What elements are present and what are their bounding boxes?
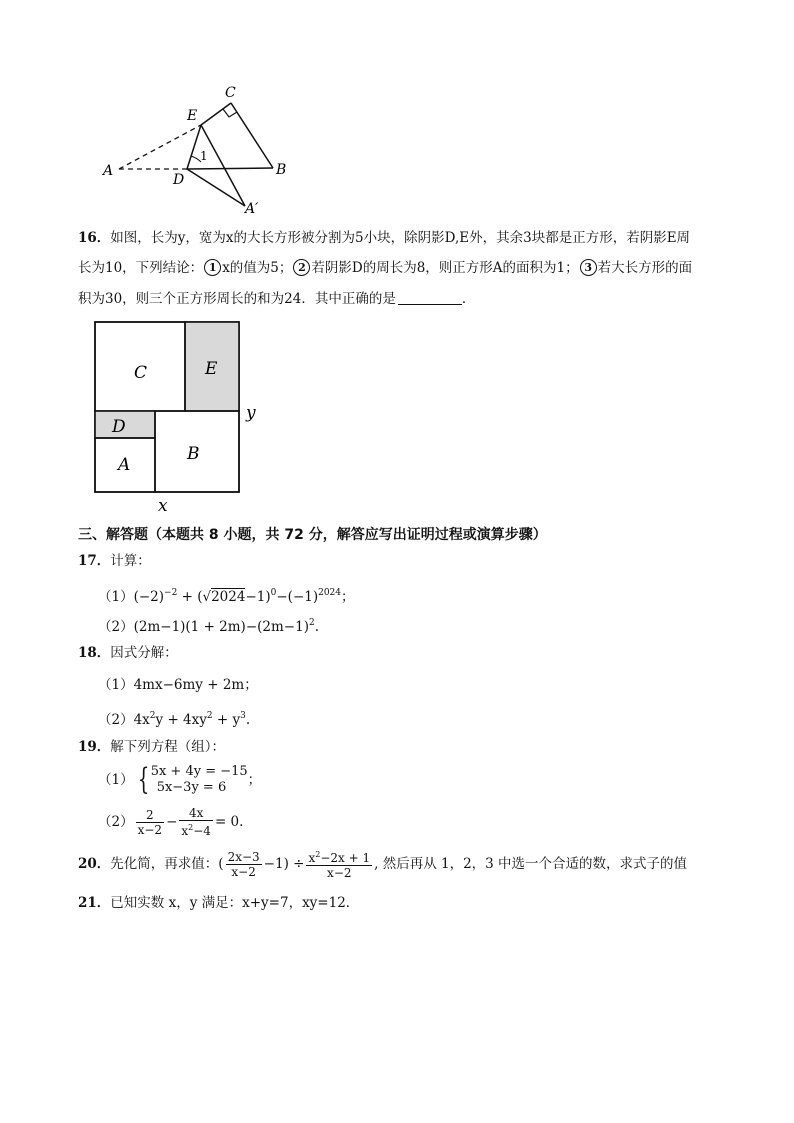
q18-p2-term-c: + y [212,712,241,728]
label-d: D [173,172,185,188]
q17-p1-exp-e: 2024 [318,588,342,598]
q18-p2-end: . [245,712,251,728]
q20-post: , 然后再从 1，2，3 中选一个合适的数，求式子的值 [374,856,688,872]
q19-number: 19． [78,739,111,755]
fraction-2-den-exp: 2 [188,823,194,832]
label-a-prime: A′ [245,201,259,217]
label-c: C [134,363,148,383]
q19-part-1 [98,764,261,796]
q16-line3 [78,289,475,309]
q18-title: 因式分解： [110,645,178,661]
q17-number: 17． [78,553,111,569]
q17-p2-expr: (2m−1)(1 + 2m)−(2m−1) [133,619,309,635]
q17-p1-end: ； [341,589,355,605]
q21-number: 21． [78,895,111,911]
q21-text: 已知实数 x，y 满足：x+y=7，xy=12． [110,895,360,911]
q19-p2-label: （2） [98,814,134,830]
q16-line2-pre: 长为10，下列结论： [78,260,204,276]
line-ea-prime [201,125,245,206]
line-db [187,168,273,169]
left-brace-icon: { [137,762,149,797]
q17-p1-radicand: 2024 [211,589,246,605]
q16-conclusion-2: 若阴影D的周长为8，则正方形A的面积为1； [311,260,579,276]
label-a: A [118,455,131,475]
q20-f2-num-exp: 2 [315,850,321,859]
q20-fraction-1-numerator: 2x−3 [227,849,260,864]
fraction-2-den-a: x [181,824,189,838]
q16-conclusion-1: x的值为5； [222,260,293,276]
q20-f2-num-a: x [308,851,316,865]
q16-text-line1: 如图，长为y，宽为x的大长方形被分割为5小块，除阴影D,E外，其余3块都是正方形，若阴影E周 [110,230,691,246]
q18-p2-label: （2） [98,712,134,728]
q20-fraction-2-numerator [306,848,372,866]
q17-part-1 [98,583,355,607]
q17-p1-term-e: −(−1) [276,589,319,605]
sqrt-icon: √ [202,589,212,605]
label-c: C [225,85,236,101]
q18-number: 18． [78,645,111,661]
q20-line [78,848,687,880]
q17-p1-term-d: −1) [245,589,271,605]
q20-number: 20． [78,856,111,872]
q18-part-2 [98,706,250,730]
q18-p2-exp-a: 2 [149,711,156,721]
section-3-heading: 三、解答题（本题共 8 小题，共 72 分，解答应写出证明过程或演算步骤） [78,527,547,543]
fraction-2-den-b: −4 [193,824,211,838]
q17-p1-label: （1） [98,589,134,605]
label-y: y [246,403,256,423]
q17-p1-exp-d: 0 [270,588,277,598]
q18-p2-exp-b: 2 [206,711,213,721]
minus-sign: − [166,814,178,830]
q17-p2-end: . [314,619,319,635]
rectangle-partition-figure [88,315,278,515]
q17-title: 计算： [110,553,151,569]
circle-3-icon: 3 [580,259,597,276]
q18-heading [78,643,178,663]
fraction-1 [136,808,164,837]
q19-p1-end: ； [247,772,262,788]
label-angle-1: 1 [200,149,208,163]
q18-p2-term-b: y + 4xy [155,712,207,728]
q19-p2-end: = 0. [214,814,244,830]
q20-f2-num-b: −2x + 1 [320,851,371,865]
q17-p1-term-a: (−2) [133,589,165,605]
q16-line1 [78,228,690,248]
fraction-2 [179,806,213,838]
q17-heading [78,551,151,571]
equation-2: 5x−3y = 6 [156,780,227,795]
q19-heading [78,737,225,757]
q17-p1-term-b: + ( [177,589,203,605]
triangle-fold-figure [95,78,305,223]
label-e: E [187,108,198,124]
q16-conclusion-3-start: 若大长方形的面 [597,260,693,276]
fraction-1-denominator: x−2 [137,822,163,837]
label-e: E [205,359,218,379]
q20-fraction-1-denominator: x−2 [231,864,256,879]
q16-number: 16． [78,230,111,246]
q17-p2-label: （2） [98,619,134,635]
circle-2-icon: 2 [293,259,310,276]
line-da-prime [187,169,245,206]
q16-text-line3: 积为30，则三个正方形周长的和为24．其中正确的是 [78,291,396,307]
q20-fraction-1 [226,850,262,879]
q19-title: 解下列方程（组）： [110,739,226,755]
label-d: D [112,417,126,437]
q19-part-2 [98,806,243,838]
q18-p1-label: （1） [98,677,134,693]
label-b: B [187,444,200,464]
q17-p2-exp: 2 [308,618,315,628]
q20-pre: 先化简，再求值：( [110,856,224,872]
q20-mid: −1) ÷ [263,856,305,872]
q18-p1-expr: 4mx−6my + 2m； [133,677,258,693]
q21-line [78,893,359,913]
q16-end-punct: ． [461,291,476,307]
line-cb [231,103,273,168]
answer-blank[interactable] [398,290,462,305]
q19-p1-label: （1） [98,772,134,788]
q20-fraction-2-denominator: x−2 [327,866,352,880]
q18-part-1 [98,675,258,695]
fraction-2-numerator: 4x [179,806,213,821]
line-ed [187,125,201,169]
q18-p2-exp-c: 3 [240,711,246,721]
circle-1-icon: 1 [204,259,221,276]
fraction-2-denominator [179,821,213,838]
q20-fraction-2 [306,848,372,880]
equation-system [151,764,248,796]
label-x: x [158,496,168,515]
q17-part-2 [98,613,319,637]
q17-p1-exp-a: −2 [164,588,178,598]
q16-line2 [78,258,692,278]
label-b: B [276,162,287,178]
equation-1: 5x + 4y = −15 [150,764,248,779]
q18-p2-term-a: 4x [133,712,150,728]
fraction-1-numerator: 2 [136,808,164,823]
label-a: A [103,163,114,179]
